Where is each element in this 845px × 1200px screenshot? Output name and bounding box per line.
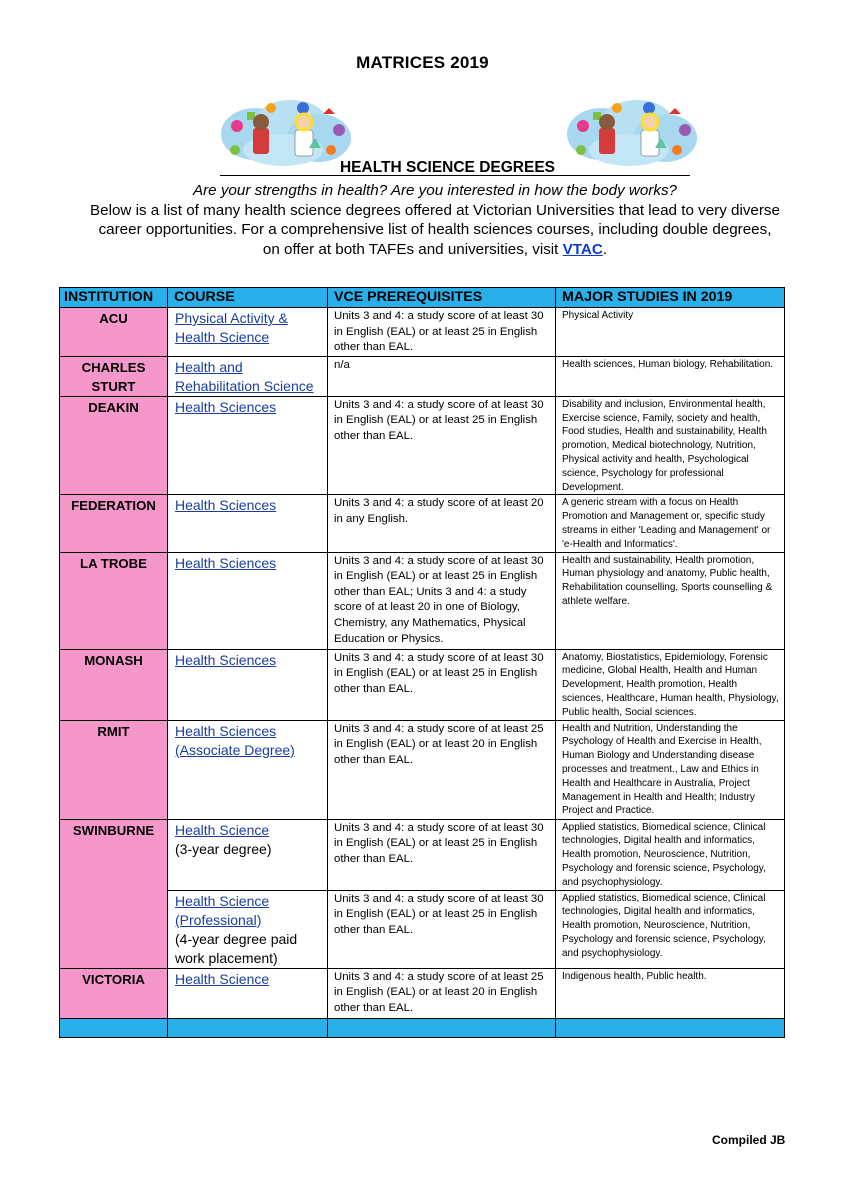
table-row: [60, 495, 785, 552]
course-link[interactable]: Health and Rehabilitation Science: [175, 358, 314, 394]
course-link[interactable]: Health Sciences: [175, 497, 277, 514]
course-link[interactable]: Health Sciences: [175, 651, 277, 668]
course-cell: [168, 308, 328, 357]
intro-text: [90, 181, 780, 259]
blank-cell: [328, 1018, 556, 1037]
intro-question: Are your strengths in health? Are you interested in how the body works?: [192, 182, 678, 199]
prerequisites-cell: Units 3 and 4: a study score of at least 30 in English (EAL) or at least 25 in English other than EAL.: [328, 890, 556, 968]
major-studies-cell: Indigenous health, Public health.: [556, 968, 785, 1018]
course-cell: [168, 396, 328, 495]
course-cell: [168, 356, 328, 396]
prerequisites-cell: Units 3 and 4: a study score of at least 20 in any English.: [328, 495, 556, 552]
course-cell: [168, 649, 328, 720]
course-link[interactable]: Health Science: [175, 970, 270, 987]
institution-cell: CHARLES STURT: [60, 356, 168, 396]
prerequisites-cell: Units 3 and 4: a study score of at least 30 in English (EAL) or at least 25 in English other than EAL.: [328, 649, 556, 720]
major-studies-cell: Health sciences, Human biology, Rehabilitation.: [556, 356, 785, 396]
header-institution: INSTITUTION: [60, 288, 168, 308]
course-note: (3-year degree): [175, 840, 272, 857]
course-link[interactable]: Health Science: [175, 821, 270, 838]
science-clipart-icon: [565, 98, 701, 168]
institution-cell: RMIT: [60, 720, 168, 819]
degrees-table: [59, 287, 785, 1038]
header-course: COURSE: [168, 288, 328, 308]
major-studies-cell: Anatomy, Biostatistics, Epidemiology, Forensic medicine, Global Health, Health and Human Development, Health promotion, Health sciences, Healthcare, Human health, Physiology, Public health, Social sciences.: [556, 649, 785, 720]
table-footer-row: [60, 1018, 785, 1037]
course-link[interactable]: Health Sciences: [175, 398, 277, 415]
institution-cell: VICTORIA: [60, 968, 168, 1018]
header-prerequisites: VCE PREREQUISITES: [328, 288, 556, 308]
prerequisites-cell: Units 3 and 4: a study score of at least 30 in English (EAL) or at least 25 in English other than EAL.: [328, 819, 556, 890]
blank-cell: [168, 1018, 328, 1037]
subtitle: HEALTH SCIENCE DEGREES: [339, 159, 556, 176]
major-studies-cell: Applied statistics, Biomedical science, Clinical technologies, Digital health and informatics, Health promotion, Neuroscience, Nutrition, Psychology and forensic science, Psychology, and psychophysiology.: [556, 819, 785, 890]
course-cell: [168, 552, 328, 649]
course-link[interactable]: Health Sciences: [175, 554, 277, 571]
institution-cell: ACU: [60, 308, 168, 357]
page-title: MATRICES 2019: [356, 53, 489, 72]
prerequisites-cell: Units 3 and 4: a study score of at least 30 in English (EAL) or at least 25 in English other than EAL; Units 3 and 4: a study score of at least 20 in one of Biology, Chemistry, any Mathematics, Physical Education or Physics.: [328, 552, 556, 649]
table-row: [60, 552, 785, 649]
blank-cell: [60, 1018, 168, 1037]
table-header-row: [60, 288, 785, 308]
institution-cell: DEAKIN: [60, 396, 168, 495]
institution-cell: LA TROBE: [60, 552, 168, 649]
prerequisites-cell: Units 3 and 4: a study score of at least 25 in English (EAL) or at least 20 in English other than EAL.: [328, 968, 556, 1018]
major-studies-cell: Physical Activity: [556, 308, 785, 357]
table-row: [60, 819, 785, 890]
course-link[interactable]: Health Science (Professional): [175, 892, 270, 928]
major-studies-cell: A generic stream with a focus on Health Promotion and Management or, specific study streams in either 'Leading and Management' or 'e-Health and Informatics'.: [556, 495, 785, 552]
table-row: [60, 968, 785, 1018]
table-row: [60, 356, 785, 396]
institution-cell: FEDERATION: [60, 495, 168, 552]
table-row: [60, 720, 785, 819]
prerequisites-cell: n/a: [328, 356, 556, 396]
course-cell: [168, 495, 328, 552]
footer-compiled: Compiled JB: [712, 1133, 786, 1147]
table-row: [60, 396, 785, 495]
table-row: [60, 649, 785, 720]
header-major-studies: MAJOR STUDIES IN 2019: [556, 288, 785, 308]
major-studies-cell: Disability and inclusion, Environmental health, Exercise science, Family, society and health, Food studies, Health and sustainability, Health promotion, Medical biotechnology, Nutrition, Physical activity and health, Psychological science, Psychology for professional Development.: [556, 396, 785, 495]
table-row: [60, 890, 785, 968]
vtac-link[interactable]: VTAC: [562, 240, 603, 258]
course-link[interactable]: Health Sciences (Associate Degree): [175, 722, 295, 758]
course-cell: [168, 968, 328, 1018]
institution-cell: MONASH: [60, 649, 168, 720]
course-cell: [168, 890, 328, 968]
course-cell: [168, 819, 328, 890]
prerequisites-cell: Units 3 and 4: a study score of at least 25 in English (EAL) or at least 20 in English other than EAL.: [328, 720, 556, 819]
major-studies-cell: Health and sustainability, Health promotion, Human physiology and anatomy, Public health, Rehabilitation counselling, Sports counselling & athlete welfare.: [556, 552, 785, 649]
major-studies-cell: Health and Nutrition, Understanding the Psychology of Health and Exercise in Health, Human Biology and Understanding disease processes and treatment., Law and Ethics in Health and Healthcare in Australia, Project Management in Health and Health; Industry Project and Practice.: [556, 720, 785, 819]
intro-end: .: [602, 240, 608, 258]
prerequisites-cell: Units 3 and 4: a study score of at least 30 in English (EAL) or at least 25 in English other than EAL.: [328, 396, 556, 495]
course-cell: [168, 720, 328, 819]
intro-body: Below is a list of many health science degrees offered at Victorian Universities that lead to very diverse career opportunities. For a comprehensive list of health sciences courses, including double degrees, on offer at both TAFEs and universities, visit: [90, 201, 780, 258]
prerequisites-cell: Units 3 and 4: a study score of at least 30 in English (EAL) or at least 25 in English other than EAL.: [328, 308, 556, 357]
science-clipart-icon: [219, 98, 355, 168]
blank-cell: [556, 1018, 785, 1037]
major-studies-cell: Applied statistics, Biomedical science, Clinical technologies, Digital health and informatics, Health promotion, Neuroscience, Nutrition, Psychology and forensic science, Psychology, and psychophysiology.: [556, 890, 785, 968]
institution-cell: SWINBURNE: [60, 819, 168, 968]
course-link[interactable]: Physical Activity & Health Science: [175, 310, 288, 345]
course-note: (4-year degree paid work placement): [175, 930, 298, 966]
table-row: [60, 308, 785, 357]
